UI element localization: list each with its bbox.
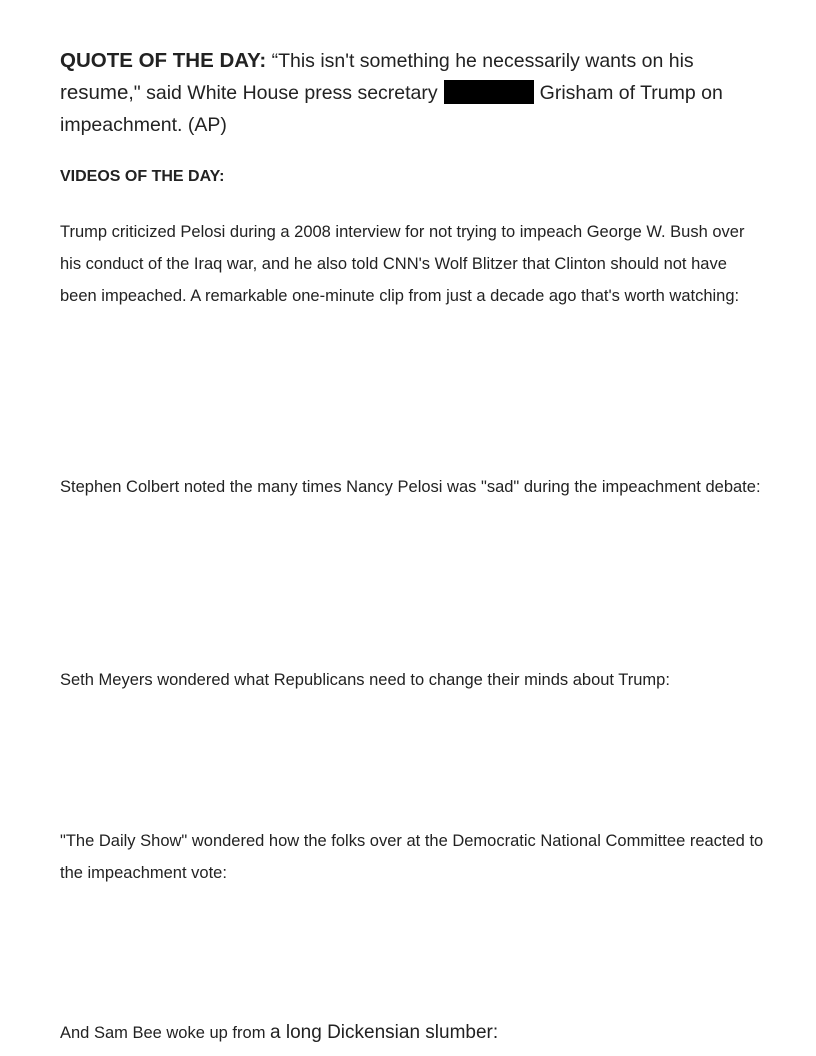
- redaction-box: [444, 80, 534, 104]
- quote-text-end: Grisham of Trump on impeachment. (AP): [60, 82, 723, 136]
- quote-text-middle: ," said White House press secretary: [128, 82, 438, 104]
- quote-resume-word: resume: [60, 81, 129, 104]
- paragraph-trump-pelosi: Trump criticized Pelosi during a 2008 interview for not trying to impeach George W. Bush over his conduct of the Iraq war, and he also told CNN's Wolf Blitzer that Clinton should not have been impeached. A remarkable one-minute clip from just a decade ago that's worth watching:: [60, 223, 745, 305]
- paragraph-daily-show: "The Daily Show" wondered how the folks over at the Democratic National Committee reacted to the impeachment vote:: [60, 832, 764, 882]
- videos-heading: VIDEOS OF THE DAY:: [60, 168, 225, 185]
- quote-text-start: “This isn't something he necessarily wants on his: [266, 50, 694, 72]
- paragraph-meyers: Seth Meyers wondered what Republicans need to change their minds about Trump:: [60, 671, 670, 689]
- sam-bee-text-end: a long Dickensian slumber:: [270, 1022, 499, 1043]
- sam-bee-text-start: And Sam Bee woke up from: [60, 1024, 271, 1042]
- quote-of-the-day: [60, 45, 760, 141]
- quote-label: QUOTE OF THE DAY:: [60, 49, 267, 72]
- paragraph-colbert: Stephen Colbert noted the many times Nancy Pelosi was "sad" during the impeachment debate:: [60, 478, 761, 496]
- paragraph-sam-bee: [60, 1017, 765, 1049]
